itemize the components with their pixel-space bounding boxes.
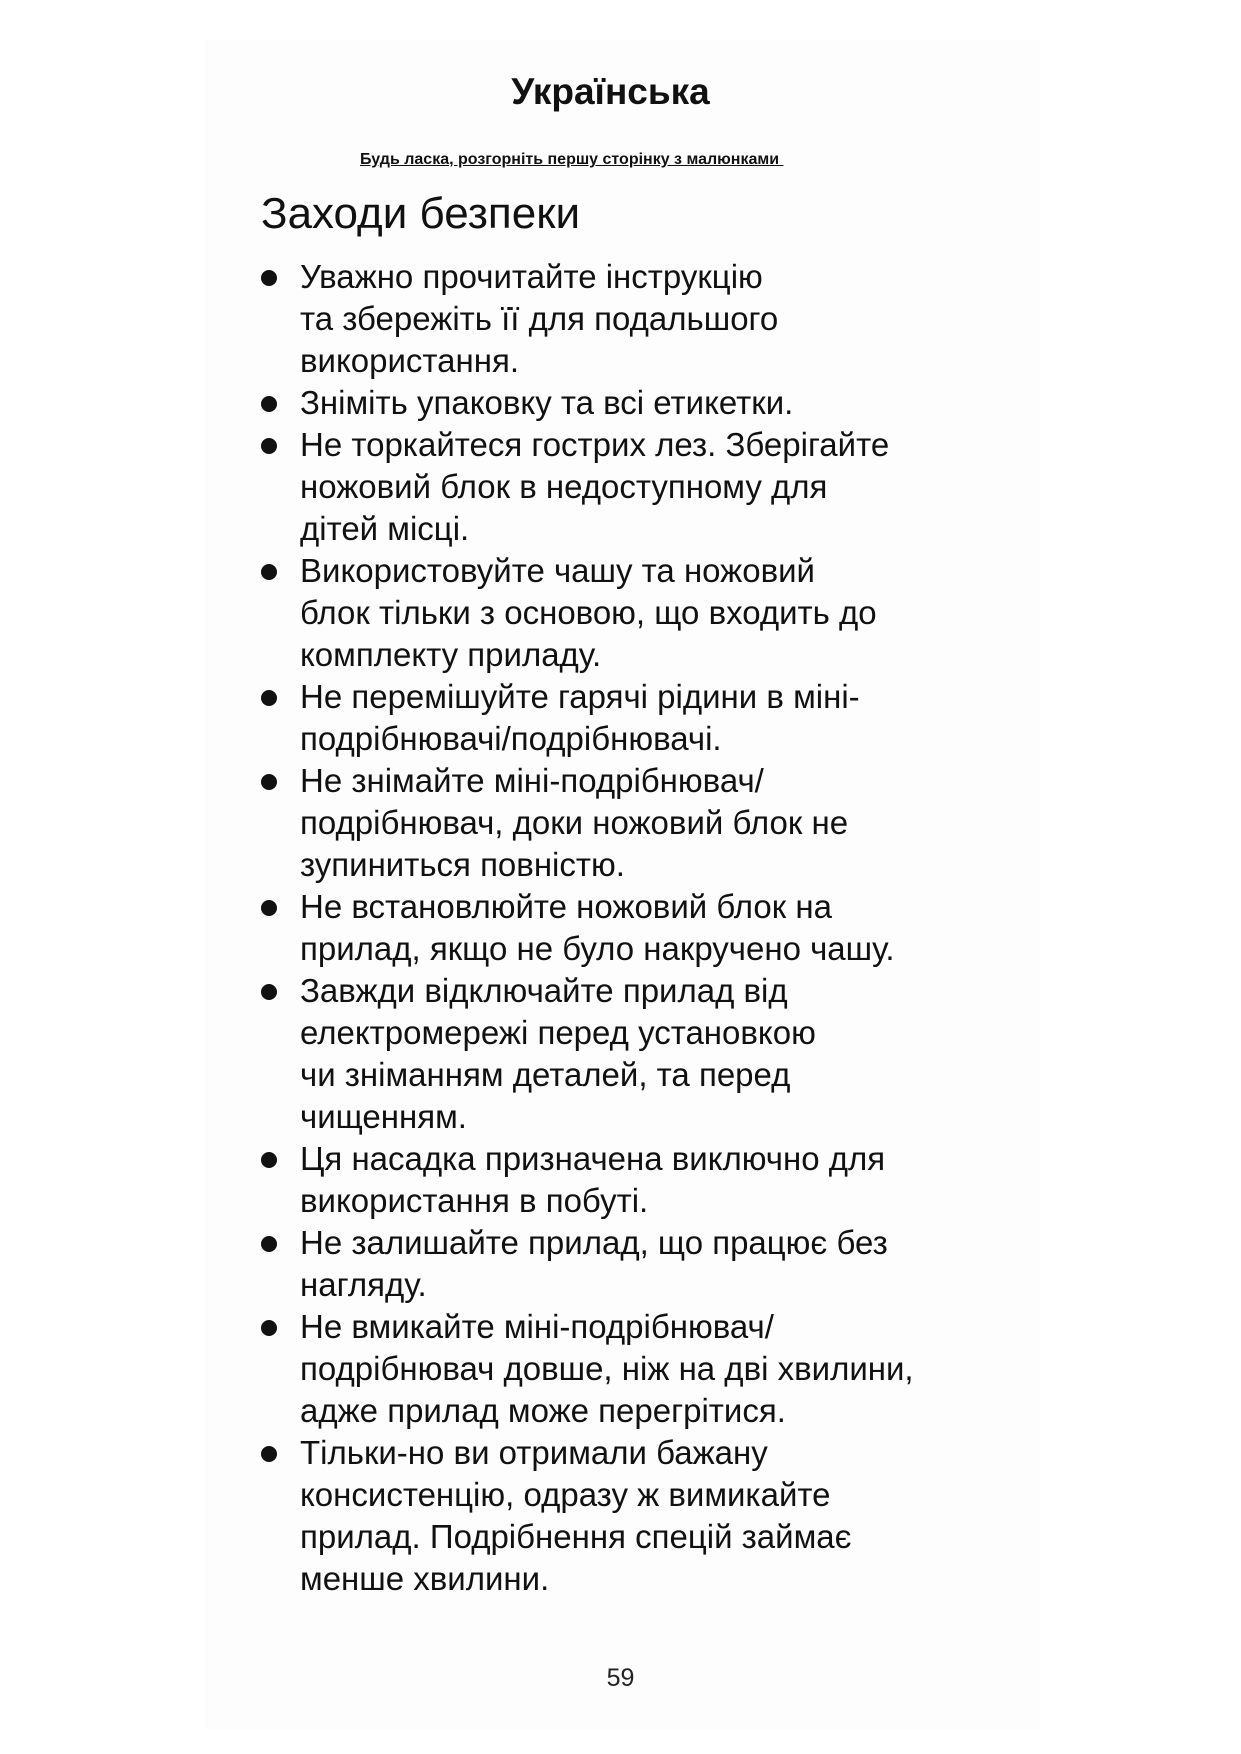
list-item-line: Завжди відключайте прилад від <box>300 972 788 1009</box>
list-item-line: адже прилад може перегрітися. <box>300 1392 786 1429</box>
list-item <box>261 1432 1021 1600</box>
page-number: 59 <box>606 1664 635 1692</box>
bullet-icon <box>261 270 277 286</box>
list-item-line: ножовий блок в недоступному для <box>300 468 828 505</box>
bullet-icon <box>261 438 277 454</box>
list-item <box>261 550 1021 676</box>
list-item <box>261 886 1021 970</box>
language-title: Українська <box>511 71 710 112</box>
bullet-icon <box>261 690 277 706</box>
list-item-line: нагляду. <box>300 1266 427 1303</box>
bullet-icon <box>261 1236 277 1252</box>
bullet-icon <box>261 1320 277 1336</box>
list-item <box>261 1306 1021 1432</box>
safety-list <box>261 256 1021 1600</box>
list-item-line: дітей місці. <box>300 510 470 547</box>
list-item-line: використання в побуті. <box>300 1182 649 1219</box>
list-item <box>261 760 1021 886</box>
list-item-line: Не торкайтеся гострих лез. Зберігайте <box>300 426 890 463</box>
bullet-icon <box>261 396 277 412</box>
list-item-line: менше хвилини. <box>300 1560 550 1597</box>
list-item-line: блок тільки з основою, що входить до <box>300 594 877 631</box>
list-item-line: чищенням. <box>300 1098 467 1135</box>
list-item-line: Не встановлюйте ножовий блок на <box>300 888 832 925</box>
list-item-line: Не залишайте прилад, що працює без <box>300 1224 888 1261</box>
section-heading: Заходи безпеки <box>261 189 581 238</box>
list-item-line: Уважно прочитайте інструкцію <box>300 258 763 295</box>
list-item-line: комплекту приладу. <box>300 636 602 673</box>
list-item-line: Зніміть упаковку та всі етикетки. <box>300 384 794 421</box>
bullet-icon <box>261 774 277 790</box>
list-item-line: електромережі перед установкою <box>300 1014 816 1051</box>
list-item-line: Не перемішуйте гарячі рідини в міні- <box>300 678 860 715</box>
list-item <box>261 1222 1021 1306</box>
list-item <box>261 424 1021 550</box>
list-item-line: зупиниться повністю. <box>300 846 625 883</box>
bullet-icon <box>261 564 277 580</box>
list-item-line: прилад. Подрібнення спецій займає <box>300 1518 852 1555</box>
list-item-line: подрібнювач довше, ніж на дві хвилини, <box>300 1350 914 1387</box>
list-item <box>261 1138 1021 1222</box>
list-item-line: прилад, якщо не було накручено чашу. <box>300 930 895 967</box>
list-item-line: консистенцію, одразу ж вимикайте <box>300 1476 831 1513</box>
list-item-line: Тільки-но ви отримали бажану <box>300 1434 768 1471</box>
list-item-line: подрібнювач, доки ножовий блок не <box>300 804 849 841</box>
bullet-icon <box>261 984 277 1000</box>
list-item-line: та збережіть її для подальшого <box>300 300 779 337</box>
bullet-icon <box>261 900 277 916</box>
list-item-line: Не знімайте міні-подрібнювач/ <box>300 762 764 799</box>
list-item-line: Не вмикайте міні-подрібнювач/ <box>300 1308 774 1345</box>
bullet-icon <box>261 1152 277 1168</box>
list-item-line: Використовуйте чашу та ножовий <box>300 552 815 589</box>
list-item-line: подрібнювачі/подрібнювачі. <box>300 720 722 757</box>
list-item-line: чи зніманням деталей, та перед <box>300 1056 791 1093</box>
list-item-line: використання. <box>300 342 519 379</box>
list-item-line: Ця насадка призначена виключно для <box>300 1140 886 1177</box>
list-item <box>261 382 1021 424</box>
bullet-icon <box>261 1446 277 1462</box>
list-item <box>261 676 1021 760</box>
list-item <box>261 256 1021 382</box>
list-item <box>261 970 1021 1138</box>
instruction-note: Будь ласка, розгорніть першу сторінку з малюнками <box>360 151 784 168</box>
